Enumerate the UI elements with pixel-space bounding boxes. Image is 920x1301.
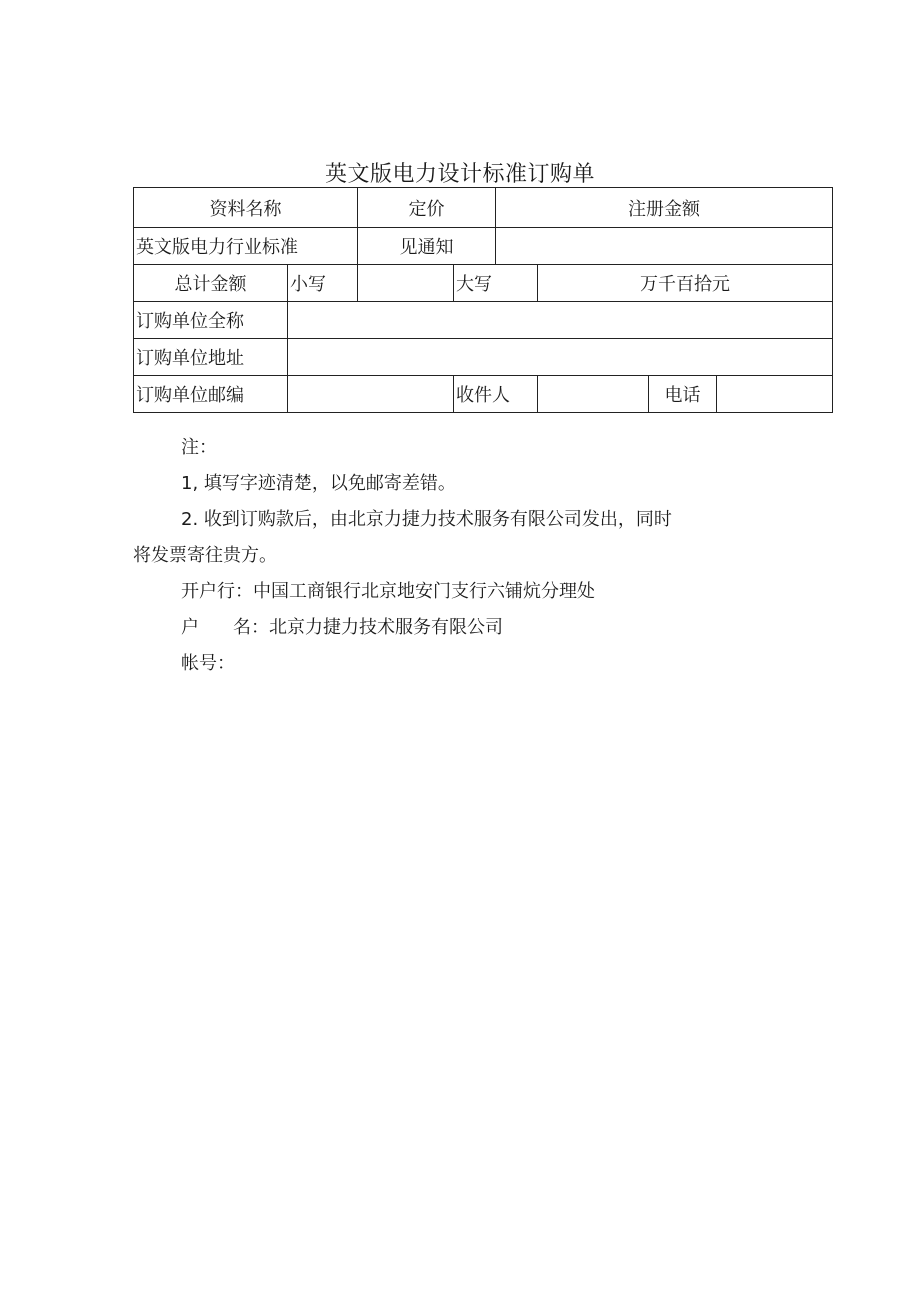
account-number-line — [133, 646, 832, 682]
document-title: 英文版电力设计标准订购单 — [324, 162, 595, 187]
note-item-2-line-1: 2. 收到订购款后，由北京力捷力技术服务有限公司发出，同时 — [181, 509, 672, 530]
header-amount-cell: 注册金额 — [496, 188, 833, 228]
bank-value: 中国工商银行北京地安门支行六铺炕分理处 — [253, 581, 595, 602]
item-amount-field[interactable] — [496, 228, 833, 265]
account-name-line — [133, 610, 832, 646]
total-small-field[interactable] — [358, 265, 454, 302]
org-address-label: 订购单位地址 — [134, 339, 288, 376]
item-name-cell: 英文版电力行业标准 — [134, 228, 358, 265]
postcode-row — [134, 376, 833, 413]
total-label: 总计金额 — [134, 265, 288, 302]
item-price-cell: 见通知 — [358, 228, 496, 265]
recipient-label: 收件人 — [454, 376, 538, 413]
total-small-label: 小写 — [288, 265, 358, 302]
org-address-field[interactable] — [288, 339, 833, 376]
notes-section — [133, 430, 832, 682]
header-price-cell: 定价 — [358, 188, 496, 228]
postcode-field[interactable] — [288, 376, 454, 413]
bank-label: 开户行： — [181, 581, 253, 602]
account-name-label-a: 户 — [181, 617, 199, 638]
note-item-2-line-2: 将发票寄往贵方。 — [133, 545, 277, 566]
note-item-1: 1, 填写字迹清楚，以免邮寄差错。 — [181, 473, 456, 494]
notes-heading: 注： — [181, 437, 217, 458]
account-name-value: 北京力捷力技术服务有限公司 — [269, 617, 503, 638]
item-row — [134, 228, 833, 265]
org-name-row — [134, 302, 833, 339]
org-name-label: 订购单位全称 — [134, 302, 288, 339]
total-row — [134, 265, 833, 302]
account-number-label: 帐号： — [181, 653, 235, 674]
header-name-cell: 资料名称 — [134, 188, 358, 228]
total-big-field[interactable]: 万千百拾元 — [538, 265, 833, 302]
table-header-row — [134, 188, 833, 228]
phone-label: 电话 — [649, 376, 717, 413]
postcode-label: 订购单位邮编 — [134, 376, 288, 413]
org-address-row — [134, 339, 833, 376]
account-name-label-b: 名： — [233, 617, 269, 638]
phone-field[interactable] — [717, 376, 833, 413]
recipient-field[interactable] — [538, 376, 649, 413]
org-name-field[interactable] — [288, 302, 833, 339]
bank-line — [133, 574, 832, 610]
order-form-table — [133, 187, 833, 413]
total-big-label: 大写 — [454, 265, 538, 302]
